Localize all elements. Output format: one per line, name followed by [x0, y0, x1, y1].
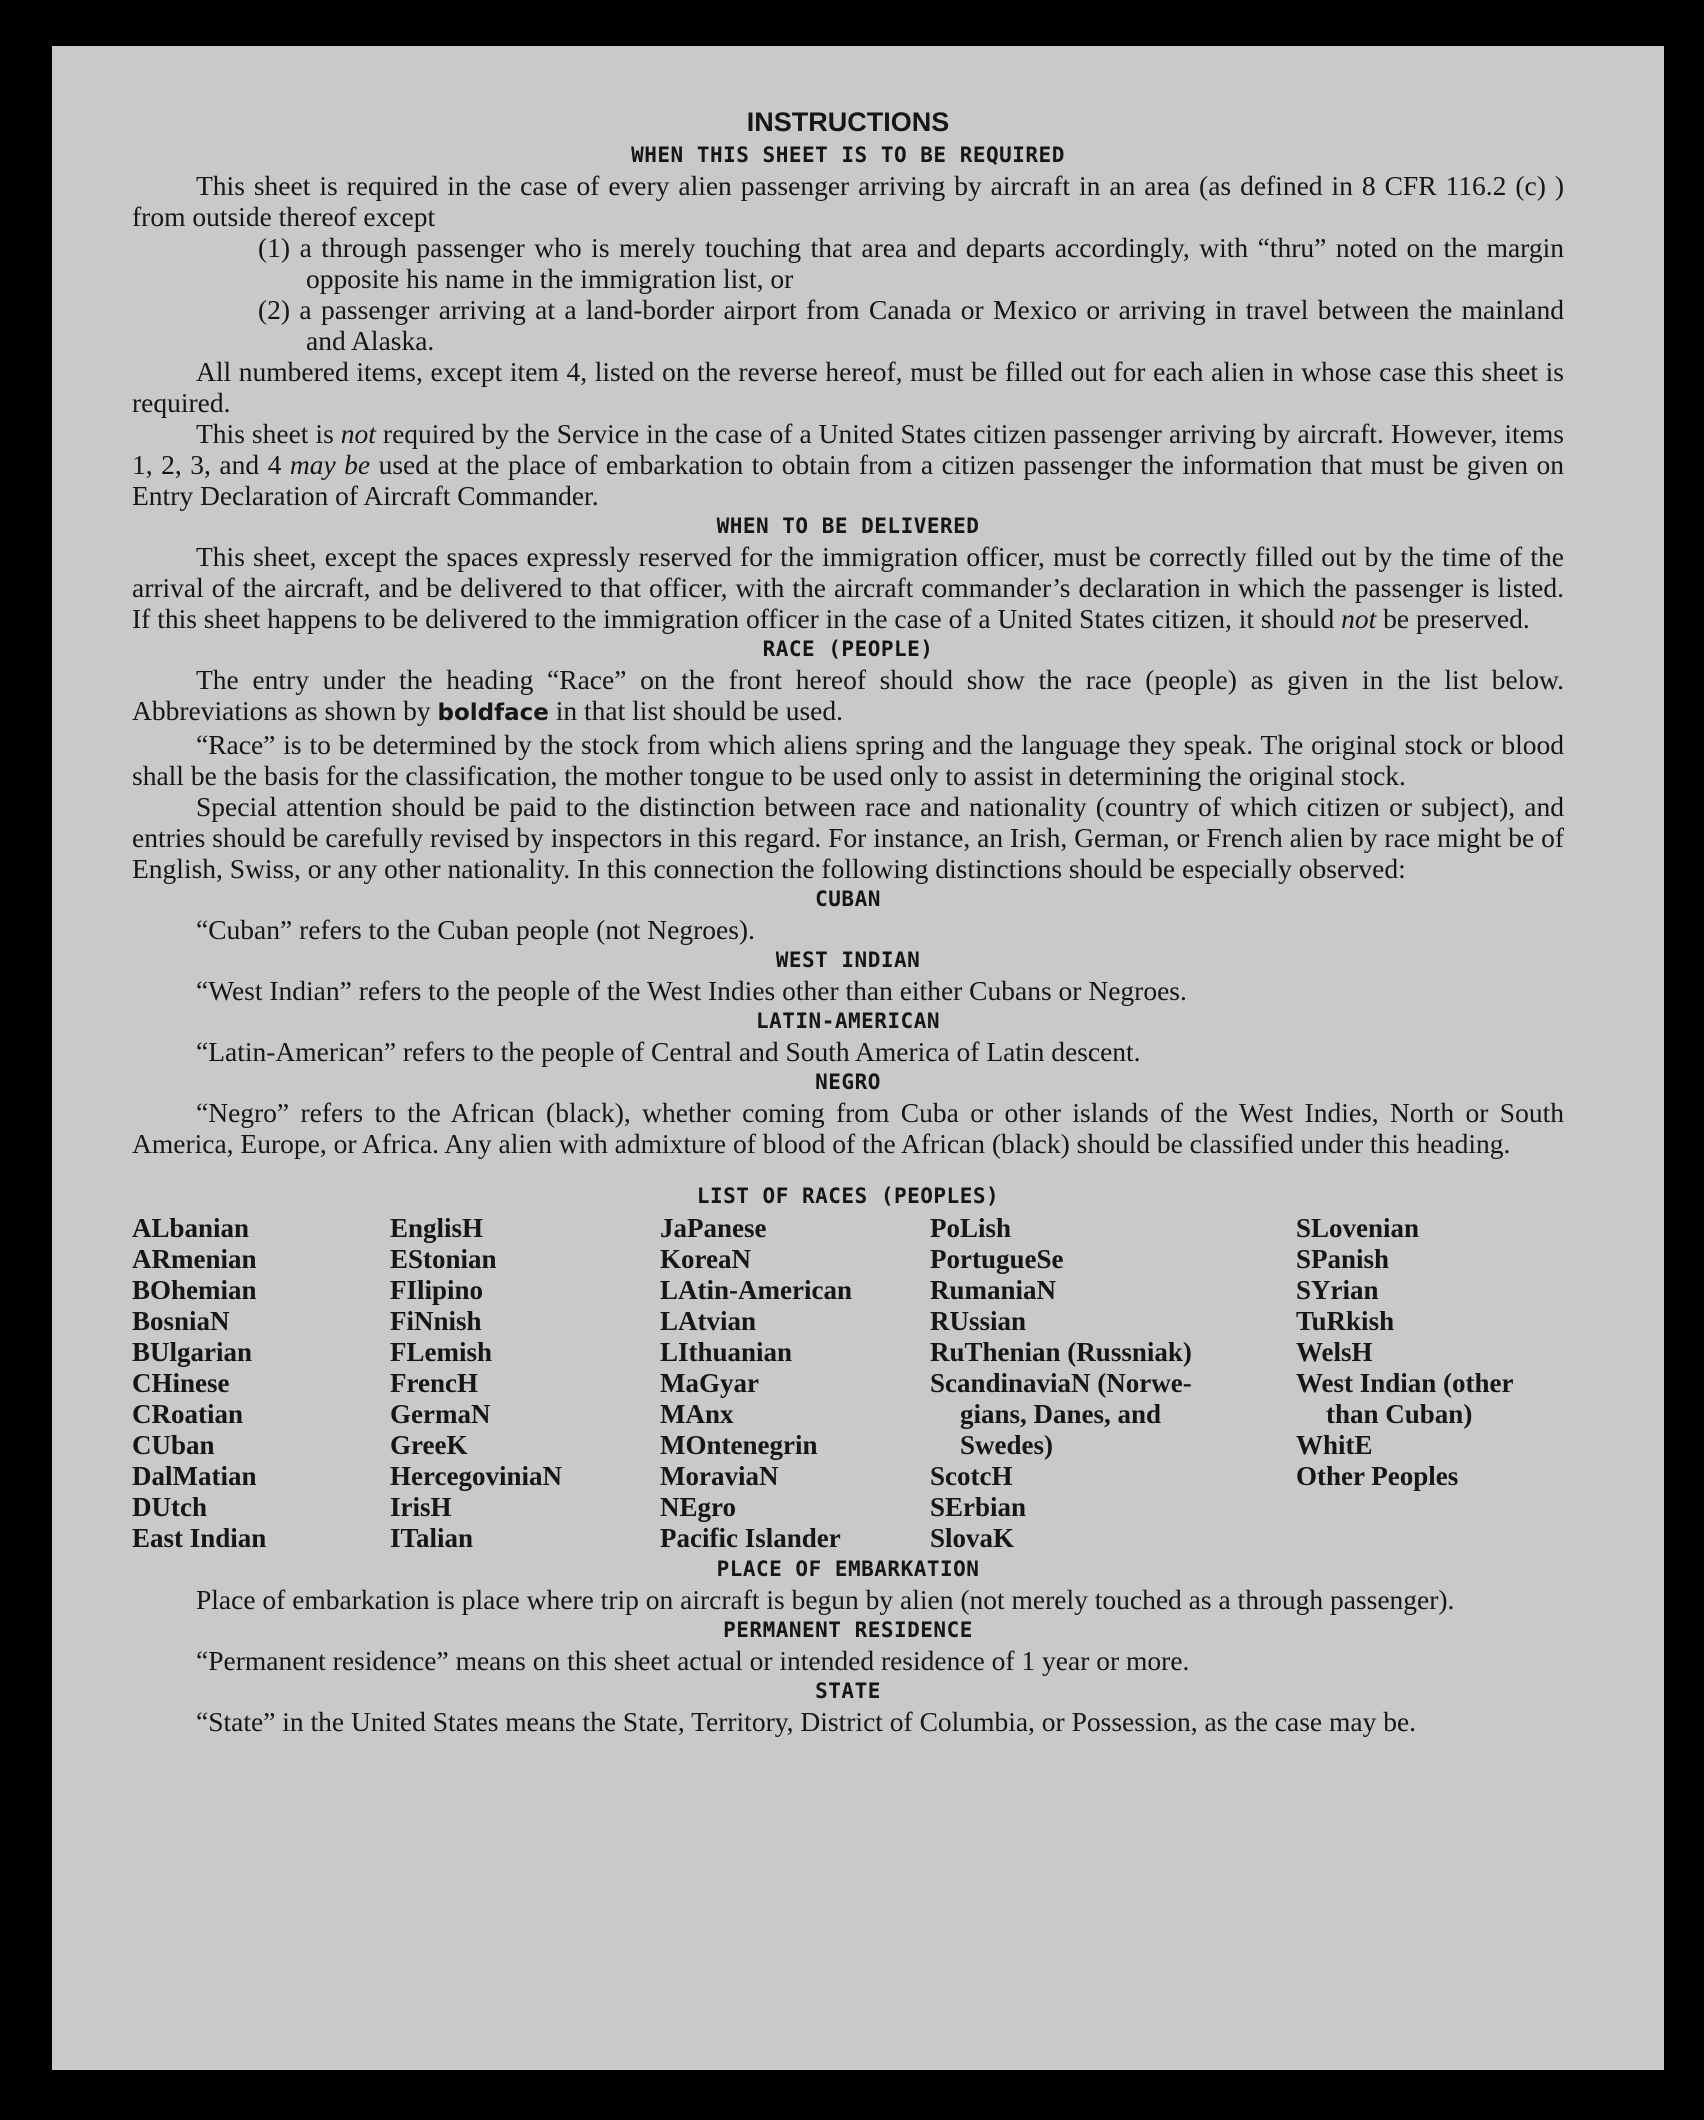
race-item: BUlgarian	[132, 1337, 253, 1367]
race-item: Other Peoples	[1296, 1461, 1459, 1491]
race-item: LAtin-American	[660, 1275, 852, 1305]
heading-cuban: CUBAN	[815, 887, 881, 911]
paragraph-citizen: This sheet is not required by the Service in the case of a United States citizen passenger arriving by aircraft. However, items 1, 2, 3, and 4 may be used at the place of embarkation to obtain from a citizen passenger the information that must be given on Entry Declaration of Aircraft Commander.	[132, 418, 1564, 511]
race-item: East Indian	[132, 1523, 267, 1553]
race-item: MAnx	[660, 1399, 734, 1429]
paragraph-latin-american: “Latin-American” refers to the people of Central and South America of Latin descent.	[196, 1036, 1141, 1067]
race-item: CHinese	[132, 1368, 230, 1398]
race-item: TuRkish	[1296, 1306, 1395, 1336]
paragraph-state: “State” in the United States means the State, Territory, District of Columbia, or Possession, as the case may be.	[196, 1706, 1417, 1737]
race-column-5	[1296, 1213, 1564, 1554]
heading-when-delivered: WHEN TO BE DELIVERED	[716, 514, 980, 538]
heading-negro: NEGRO	[815, 1070, 881, 1094]
heading-latin-american: LATIN-AMERICAN	[755, 1009, 940, 1033]
race-item: ITalian	[390, 1523, 474, 1553]
heading-permanent-residence: PERMANENT RESIDENCE	[723, 1618, 973, 1642]
paragraph-race-entry: The entry under the heading “Race” on the front hereof should show the race (people) as given in the list below. Abbreviations as shown by boldface in that list should be used.	[132, 664, 1564, 726]
race-item: GreeK	[390, 1430, 468, 1460]
race-item: CRoatian	[132, 1399, 244, 1429]
race-item: SErbian	[930, 1492, 1027, 1522]
race-column-3	[660, 1213, 930, 1554]
race-item: IrisH	[390, 1492, 452, 1522]
race-item-continuation: gians, Danes, and	[960, 1399, 1162, 1429]
heading-when-required: WHEN THIS SHEET IS TO BE REQUIRED	[631, 143, 1065, 167]
race-item: SlovaK	[930, 1523, 1015, 1553]
heading-place-of-embarkation: PLACE OF EMBARKATION	[716, 1557, 980, 1581]
race-item: PoLish	[930, 1213, 1012, 1243]
race-item: CUban	[132, 1430, 215, 1460]
paragraph-numbered-items: All numbered items, except item 4, listed on the reverse hereof, must be filled out for each alien in whose case this sheet is required.	[132, 356, 1564, 418]
race-item: HercegoviniaN	[390, 1461, 562, 1491]
race-item: MoraviaN	[660, 1461, 779, 1491]
race-item: DalMatian	[132, 1461, 257, 1491]
race-item: RUssian	[930, 1306, 1027, 1336]
race-item: ALbanian	[132, 1213, 250, 1243]
race-item: NEgro	[660, 1492, 737, 1522]
race-item: EStonian	[390, 1244, 497, 1274]
race-item: MOntenegrin	[660, 1430, 818, 1460]
race-column-2	[390, 1213, 660, 1554]
race-item: LAtvian	[660, 1306, 757, 1336]
paragraph-residence: “Permanent residence” means on this sheet actual or intended residence of 1 year or more.	[196, 1645, 1190, 1676]
race-item: RumaniaN	[930, 1275, 1057, 1305]
race-column-4	[930, 1213, 1296, 1554]
paragraph-negro: “Negro” refers to the African (black), whether coming from Cuba or other islands of the West Indies, North or South America, Europe, or Africa. Any alien with admixture of blood of the African (black) should be classified under this heading.	[132, 1097, 1564, 1159]
race-item: JaPanese	[660, 1213, 767, 1243]
race-item: WhitE	[1296, 1430, 1373, 1460]
paragraph-required: This sheet is required in the case of every alien passenger arriving by aircraft in an area (as defined in 8 CFR 116.2 (c) ) from outside thereof except	[132, 170, 1564, 232]
race-item: SLovenian	[1296, 1213, 1420, 1243]
race-item: West Indian (other	[1296, 1368, 1514, 1398]
heading-race: RACE (PEOPLE)	[762, 637, 934, 661]
race-item: GermaN	[390, 1399, 491, 1429]
race-item: FrencH	[390, 1368, 478, 1398]
race-item: SYrian	[1296, 1275, 1379, 1305]
race-item: BOhemian	[132, 1275, 257, 1305]
heading-list-of-races: LIST OF RACES (PEOPLES)	[696, 1184, 1000, 1208]
race-item: WelsH	[1296, 1337, 1373, 1367]
race-item: Pacific Islander	[660, 1523, 841, 1553]
paragraph-race-nationality: Special attention should be paid to the distinction between race and nationality (country of which citizen or subject), and entries should be carefully revised by inspectors in this regard. For instance, an Irish, German, or French alien by race might be of English, Swiss, or any other nationality. In this connection the following distinctions should be especially observed:	[132, 791, 1564, 884]
race-item: LIthuanian	[660, 1337, 793, 1367]
race-item: RuThenian (Russniak)	[930, 1337, 1192, 1367]
exception-item-1: (1) a through passenger who is merely touching that area and departs accordingly, with “thru” noted on the margin opposite his name in the immigration list, or	[258, 232, 1564, 294]
race-item: BosniaN	[132, 1306, 230, 1336]
document-page	[52, 46, 1664, 2070]
race-item: PortugueSe	[930, 1244, 1064, 1274]
race-item: ScotcH	[930, 1461, 1013, 1491]
race-item: FLemish	[390, 1337, 493, 1367]
race-item: KoreaN	[660, 1244, 751, 1274]
heading-state: STATE	[815, 1679, 881, 1703]
instructions-content	[132, 104, 1564, 1737]
race-item-continuation: Swedes)	[960, 1430, 1053, 1460]
race-item-continuation: than Cuban)	[1326, 1399, 1473, 1429]
paragraph-delivered: This sheet, except the spaces expressly reserved for the immigration officer, must be correctly filled out by the time of the arrival of the aircraft, and be delivered to that officer, with the aircraft commander’s declaration in which the passenger is listed. If this sheet happens to be delivered to the immigration officer in the case of a United States citizen, it should not be preserved.	[132, 541, 1564, 634]
race-item: FIlipino	[390, 1275, 484, 1305]
race-column-1	[132, 1213, 390, 1554]
paragraph-race-stock: “Race” is to be determined by the stock from which aliens spring and the language they speak. The original stock or blood shall be the basis for the classification, the mother tongue to be used only to assist in determining the original stock.	[132, 729, 1564, 791]
page-title: INSTRUCTIONS	[746, 107, 950, 137]
list-of-races	[132, 1213, 1564, 1554]
paragraph-west-indian: “West Indian” refers to the people of the West Indies other than either Cubans or Negroes.	[196, 975, 1187, 1006]
race-item: ScandinaviaN (Norwe-	[930, 1368, 1192, 1398]
race-item: ARmenian	[132, 1244, 257, 1274]
paragraph-embarkation: Place of embarkation is place where trip on aircraft is begun by alien (not merely touched as a through passenger).	[196, 1584, 1455, 1615]
race-item: MaGyar	[660, 1368, 759, 1398]
paragraph-cuban: “Cuban” refers to the Cuban people (not Negroes).	[196, 914, 755, 945]
race-item: SPanish	[1296, 1244, 1390, 1274]
race-item: FiNnish	[390, 1306, 482, 1336]
heading-west-indian: WEST INDIAN	[775, 948, 921, 972]
exception-item-2: (2) a passenger arriving at a land-border airport from Canada or Mexico or arriving in travel between the mainland and Alaska.	[258, 294, 1564, 356]
race-item: DUtch	[132, 1492, 207, 1522]
race-item: EnglisH	[390, 1213, 484, 1243]
